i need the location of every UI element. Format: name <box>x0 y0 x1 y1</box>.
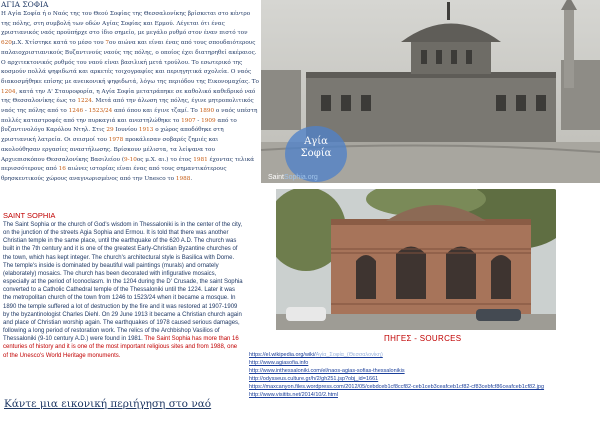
greek-text-run: από το βυζαντινολόγο Καρόλου Ντηλ. Στις <box>1 117 237 134</box>
greek-highlight: 620 <box>1 40 12 47</box>
greek-text-run: Ιουνίου <box>113 127 139 134</box>
greek-highlight: 29 <box>106 127 114 134</box>
english-paragraph <box>3 221 243 360</box>
greek-text-run: ος μ.Χ. αι.) το έτος <box>136 156 194 163</box>
greek-text-run: ο χώρος αποδόθηκε στη χριστιανική λατρεία. Οι σεισμοί του <box>1 127 224 144</box>
source-link[interactable]: http://www.agiasofia.info <box>249 360 309 366</box>
greek-highlight: 7 <box>105 40 109 47</box>
greek-text-run: , κατά την Δ' Σταυροφορία, η Αγία Σοφία μετατράπηκε σε καθολικό καθεδρικό ναό της Θεσσαλονίκης έως το <box>1 88 256 105</box>
greek-highlight: 1981 <box>193 156 208 163</box>
greek-title: ΑΓΙΑ ΣΟΦΙΑ <box>1 0 49 9</box>
greek-text-run: αιώνες ιστορίας είναι ένας από τους σημαντικότερους θρησκευτικούς χώρους αναγνωρισμένος από την Unesco το <box>1 166 227 182</box>
greek-highlight: 1224 <box>77 98 92 105</box>
greek-text-run: - <box>195 117 202 124</box>
greek-text-run: μ.Χ. Χτίστηκε κατά το μέσο του <box>11 40 106 47</box>
source-link[interactable]: http://www.inthessaloniki.com/el/naos-agias-sofias-thessalonikis <box>249 368 405 374</box>
greek-highlight: 1907 <box>181 117 196 124</box>
sources-title: ΠΗΓΕΣ - SOURCES <box>384 334 462 343</box>
greek-highlight: 16 <box>58 166 66 173</box>
greek-highlight: 1246 <box>68 108 84 115</box>
greek-highlight: 1978 <box>108 137 124 144</box>
source-link[interactable]: https://el.wikipedia.org/wiki/Αγία_Σοφία_(Θεσσαλονίκη) <box>249 352 383 358</box>
greek-text-run: από όπου και έγινε τζαμί. Το <box>112 108 200 115</box>
source-link[interactable]: http://odysseus.culture.gr/h/2/gh251.jsp?obj_id=1661 <box>249 376 379 382</box>
virtual-tour-link[interactable]: Κάντε μια εικονική περιήγηση στο ναό <box>4 398 212 410</box>
source-link[interactable]: https://maxcanyon.files.wordpress.com/2012/05/cebdceb1cf8ccf82-ceb1ceb3ceafceb1cf82-cf83cebfcf86ceafceb1cf82.jpg <box>249 384 545 390</box>
greek-highlight: 1988 <box>175 175 191 182</box>
english-title: SAINT SOPHIA <box>3 211 56 220</box>
greek-text-run: . Μετά από την άλωση της πόλης, έγινε μητροπολιτικός ναός της πόλης από το <box>1 98 254 115</box>
greek-highlight: 1523/24 <box>88 108 113 115</box>
greek-highlight: 1913 <box>138 127 154 134</box>
title-badge-text: Αγία Σοφία <box>300 136 332 159</box>
church-exterior-photo <box>276 189 556 330</box>
greek-highlight: 1204 <box>1 88 16 95</box>
sources-list <box>249 351 599 399</box>
greek-paragraph <box>1 10 259 185</box>
greek-text-run: . <box>190 175 193 182</box>
greek-highlight: 1909 <box>201 117 216 124</box>
english-text-run: The Saint Sophia has more than 16 centuries of history and it is one of the most important religious sites and from 1988, one of the Unesco's World Heritage monuments. <box>3 336 239 359</box>
greek-text-run: έχοντας τελικά περισσότερους από <box>1 156 255 173</box>
greek-text-run: Η Αγία Σοφία ή ο Ναός της του Θεού Σοφίας της Θεσσαλονίκης βρίσκεται στο κέντρο της πόλης, στη συμβολή των οδών Αγίας Σοφίας και Ερμού. Λέγεται ότι ένας χριστιανικός ναός προϋπήρχε στο ίδιο σημείο, με μεγάλο ρυθμό στον έναν πιστό τον <box>1 11 251 37</box>
greek-highlight: 9-10 <box>124 156 137 163</box>
greek-text-run: προκάλεσαν σοβαρές ζημιές και ακολούθησαν εργασίες αναστήλωσης. Βρίσκουν μέλιστα, τα λείψανα του Αρχιεπισκόπου Θεσσαλονίκης Βασιλείου ( <box>1 137 219 163</box>
greek-text-run: ο ναός υπέστη πολλές καταστροφές από την πυρκαγιά και ανεστηλώθηκε το <box>1 108 258 124</box>
greek-text-run: - <box>83 108 89 115</box>
photo-watermark: SaintSophia.org <box>268 174 318 181</box>
english-text-run: The Saint Sophia or the church of God's wisdom in Thessaloniki is in the center of the city, on the junction of the streets Agia Sophia and Ermou. It is told that there was another Christian temple in the same place, until the earthquake of the 620 A.D. The church was built in the 7th century and it is one of the greatest Early-Christian Byzantine churches of the town, which has kept integer. The church's architectural style is Basilica with Dome. The temple's inside is dominated by beautiful wall paintings (murals) and ornately (elaborately) mosaics. The church has been decorated with infigurative mosaics, especially at the period of Iconoclasm. In the 1204 during the D' Crusade, the saint Sophia converted to a Catholic Cathedral temple of the Thessaloniki until the 1224. Later it was the metropolitan church of the town from 1246 to 1523/24 when it became a mosque. In 1890 the temple suffered a lot of destruction by the fire and it was restored at 1907-1909 by the byzantinologist Charles Diehl. On 29 June 1913 it became a Christian church again and place of Christian worship again. The earthquakes of 1978 caused serious damages, following a long period of restoration work. The relics of the Archbishop Vasilios of Thessaloniki (9-10 century A.D.) were found in 1981. <box>3 222 243 343</box>
source-link[interactable]: http://www.visitits.net/2014/10/2.html <box>249 392 338 398</box>
greek-text-run: ου αιώνα και είναι ένας από τους σπουδαιότερους παλαιοχριστιανικούς Βυζαντινούς ναούς της πόλης, ο οποίος έχει διατηρηθεί ακέραιος. Ο αρχιτεκτονικός ρυθμός του ναού είναι βασιλική μετά τρούλου. Το εσωτερικό της κοσμούν πολλά ψηφιδωτά και αρκετές τοιχογραφίες και περιηγητικά σχολεία. Ο ναός διακοσμήθηκε επίσης με ανεικονική ψηφιδωτά, λόγω της περιόδου της Εικονομαχίας. Το <box>1 40 259 85</box>
greek-highlight: 1890 <box>199 108 215 115</box>
